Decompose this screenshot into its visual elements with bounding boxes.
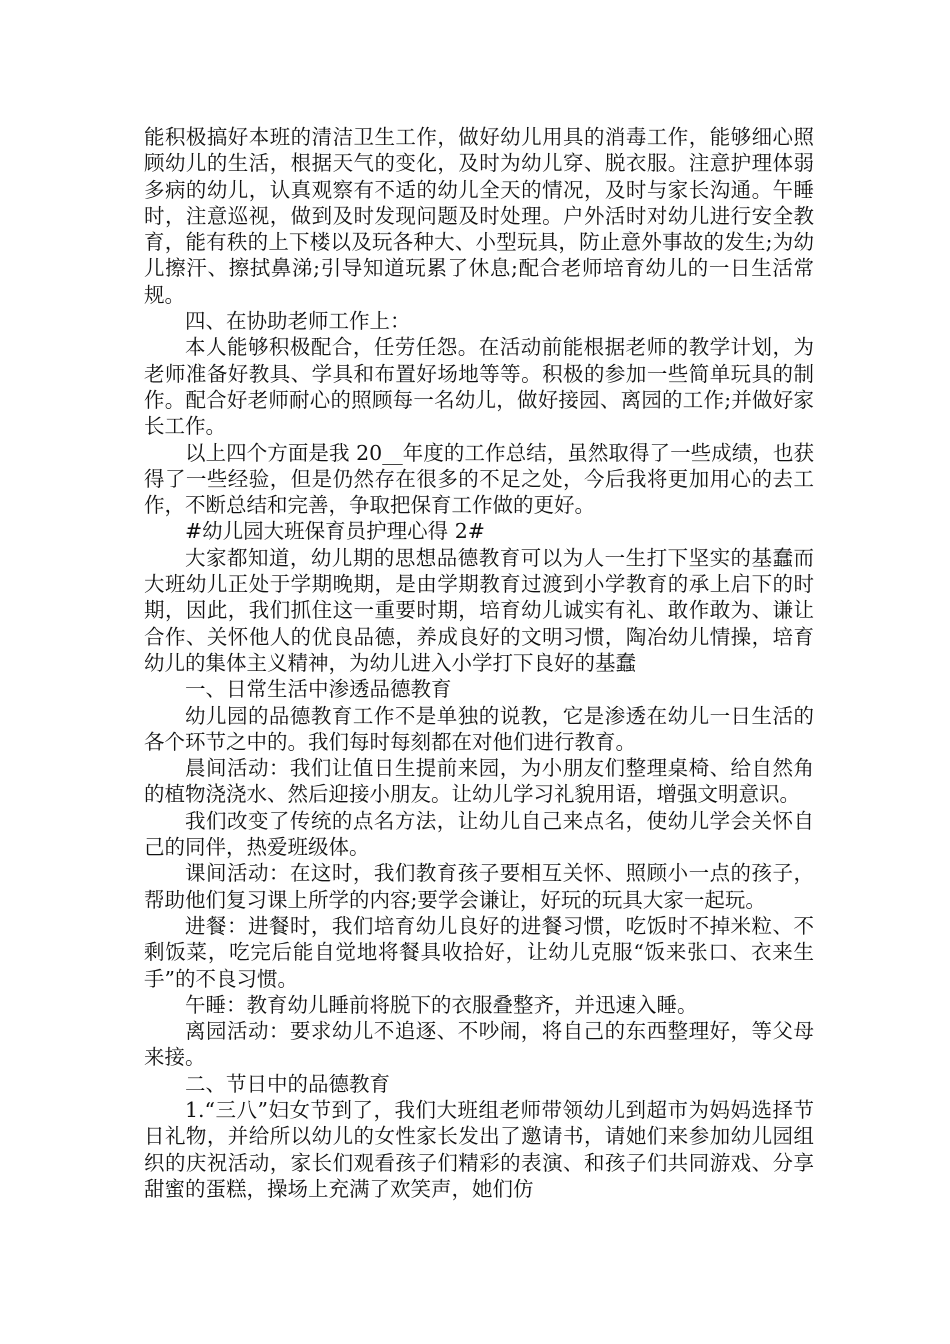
paragraph-daily-life: 幼儿园的品德教育工作不是单独的说教，它是渗透在幼儿一日生活的各个环节之中的。我们每时每刻都在对他们进行教育。 [144,703,814,754]
section-heading-assist-teacher: 四、在协助老师工作上： [185,309,411,334]
paragraph-roll-call: 我们改变了传统的点名方法，让幼儿自己来点名，使幼儿学会关怀自己的同伴，热爱班级体。 [144,808,814,860]
section-heading-daily-life: 一、日常生活中渗透品德教育 [185,677,452,702]
paragraph-womens-day: 1.“三八”妇女节到了，我们大班组老师带领幼儿到超市为妈妈选择节日礼物，并给所以幼儿的女性家长发出了邀请书，请她们来参加幼儿园组织的庆祝活动，家长们观看孩子们精彩的表演、和孩子们共同游戏、分享甜蜜的蛋糕，操场上充满了欢笑声，她们仿 [144,1097,814,1201]
paragraph-intro: 能积极搞好本班的清洁卫生工作，做好幼儿用具的消毒工作，能够细心照顾幼儿的生活，根据天气的变化，及时为幼儿穿、脱衣服。注意护理体弱多病的幼儿，认真观察有不适的幼儿全天的情况，及时与家长沟通。午睡时，注意巡视，做到及时发现问题及时处理。户外活时对幼儿进行安全教育，能有秩的上下楼以及玩各种大、小型玩具，防止意外事故的发生;为幼儿擦汗、擦拭鼻涕;引导知道玩累了休息;配合老师培育幼儿的一日生活常规。 [144,125,814,307]
paragraph-moral-education: 大家都知道，幼儿期的思想品德教育可以为人一生打下坚实的基蠢而大班幼儿正处于学期晚期，是由学期教育过渡到小学教育的承上启下的时期，因此，我们抓住这一重要时期，培育幼儿诚实有礼、敢作敢为、谦让合作、关怀他人的优良品德，养成良好的文明习惯，陶冶幼儿情操，培育幼儿的集体主义精神，为幼儿进入小学打下良好的基蠢 [144,545,814,675]
paragraph-nap: 午睡：教育幼儿睡前将脱下的衣服叠整齐，并迅速入睡。 [185,992,698,1017]
paragraph-break-activity: 课间活动：在这时，我们教育孩子要相互关怀、照顾小一点的孩子，帮助他们复习课上所学的内容;要学会谦让，好玩的玩具大家一起玩。 [144,861,814,912]
paragraph-summary: 以上四个方面是我 20__年度的工作总结，虽然取得了一些成绩，也获得了一些经验，但是仍然存在很多的不足之处，今后我将更加用心的去工作，不断总结和完善，争取把保育工作做的更好。 [144,440,814,518]
section-heading-festival: 二、节日中的品德教育 [185,1071,390,1096]
document-page [144,124,814,1202]
paragraph-assist-teacher: 本人能够积极配合，任劳任怨。在活动前能根据老师的教学计划，为老师准备好教具、学具和布置好场地等等。积极的参加一些简单玩具的制作。配合好老师耐心的照顾每一名幼儿，做好接园、离园的工作;并做好家长工作。 [144,335,814,439]
paragraph-leaving: 离园活动：要求幼儿不追逐、不吵闹，将自己的东西整理好，等父母来接。 [144,1019,814,1070]
paragraph-morning-activity: 晨间活动：我们让值日生提前来园，为小朋友们整理桌椅、给自然角的植物浇浇水、然后迎接小朋友。让幼儿学习礼貌用语，增强文明意识。 [144,756,814,807]
paragraph-meal: 进餐：进餐时，我们培育幼儿良好的进餐习惯，吃饭时不掉米粒、不剩饭菜，吃完后能自觉地将餐具收拾好，让幼儿克服“饭来张口、衣来生手”的不良习惯。 [144,913,814,991]
article-title-2: #幼儿园大班保育员护理心得 2# [185,519,485,544]
